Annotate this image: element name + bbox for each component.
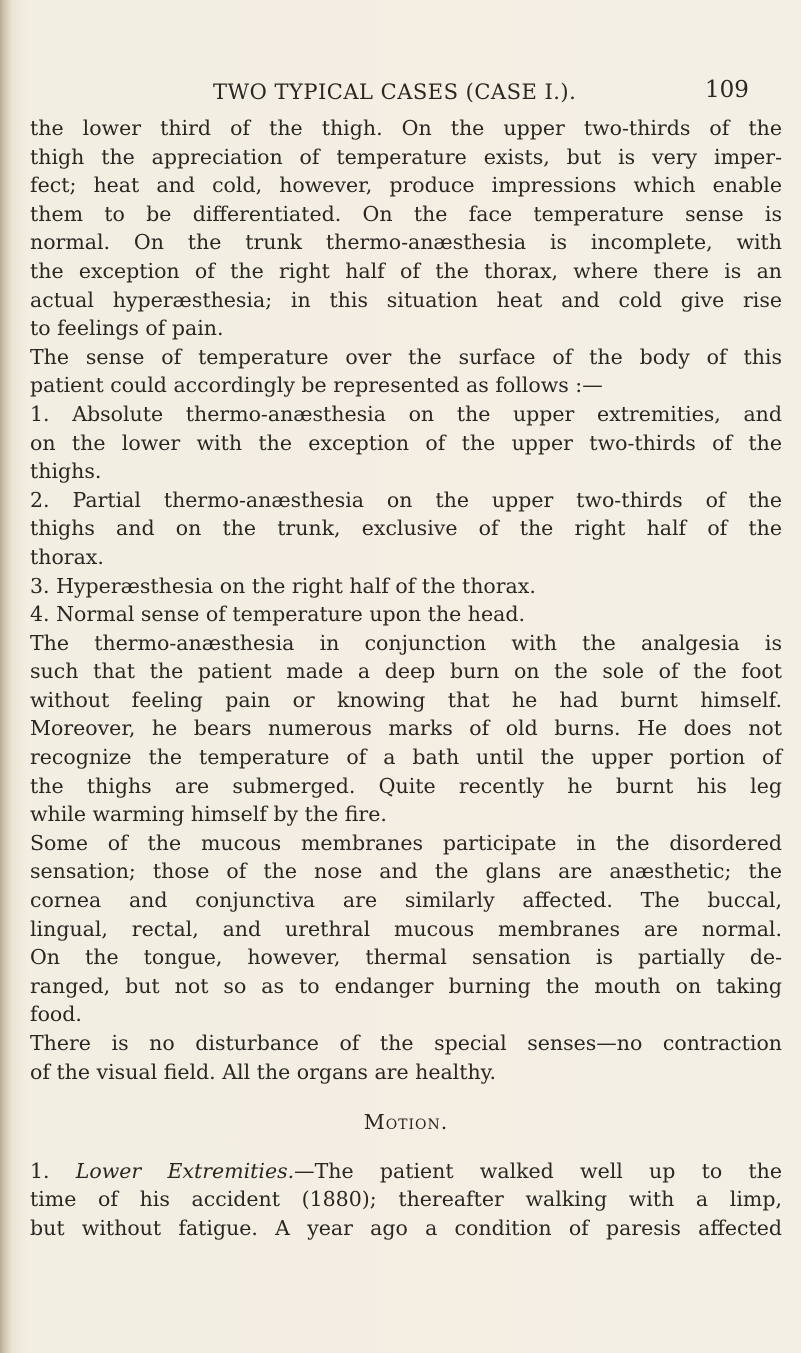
text-line: Moreover, he bears numerous marks of old burns. He does not: [30, 716, 782, 741]
list-item: [30, 572, 782, 601]
paragraph-3: [30, 629, 782, 829]
text-line: The sense of temperature over the surface of the body of this: [30, 344, 782, 369]
temperature-list: [30, 400, 782, 629]
text-line: such that the patient made a deep burn on the sole of the foot: [30, 659, 782, 684]
paragraph-1: [30, 114, 782, 343]
page-binding-shadow: [0, 0, 12, 1353]
item-number: 1.: [30, 1158, 50, 1183]
text-line: thigh the appreciation of temperature exists, but is very imper-: [30, 144, 782, 169]
text-line: fect; heat and cold, however, produce impressions which enable: [30, 173, 782, 198]
paragraph-6: [30, 1157, 782, 1243]
text-line: 2. Partial thermo-anæsthesia on the upper two-thirds of the: [30, 487, 782, 512]
text-line: On the tongue, however, thermal sensation is partially de-: [30, 945, 782, 970]
text-line: 1. Absolute thermo-anæsthesia on the upper extremities, and: [30, 401, 782, 426]
paragraph-5: [30, 1029, 782, 1086]
paragraph-4: [30, 829, 782, 1029]
text-line: patient could accordingly be represented as follows :—: [30, 373, 603, 398]
list-item: [30, 486, 782, 572]
page-number: 109: [705, 77, 749, 103]
text-line: recognize the temperature of a bath until the upper portion of: [30, 745, 782, 770]
running-header: [0, 75, 801, 115]
text-line: There is no disturbance of the special senses—no contraction: [30, 1031, 782, 1055]
text-line: without feeling pain or knowing that he had burnt himself.: [30, 687, 782, 712]
text-line: them to be differentiated. On the face temperature sense is: [30, 201, 782, 226]
text-line: while warming himself by the fire.: [30, 802, 387, 827]
text-line: the lower third of the thigh. On the upper two-thirds of the: [30, 116, 782, 140]
text-line: [30, 1157, 782, 1186]
text-line: ranged, but not so as to endanger burning the mouth on taking: [30, 973, 782, 998]
body-text: [30, 114, 782, 1243]
italic-lead: Lower Extremities.: [75, 1158, 295, 1183]
text-line: but without fatigue. A year ago a condition of paresis affected: [30, 1215, 782, 1240]
text-line: on the lower with the exception of the upper two-thirds of the: [30, 430, 782, 455]
text-line: to feelings of pain.: [30, 316, 224, 341]
text-line: thorax.: [30, 544, 104, 569]
list-item: [30, 400, 782, 486]
text-line: 4. Normal sense of temperature upon the head.: [30, 602, 526, 627]
text-line: of the visual field. All the organs are healthy.: [30, 1059, 497, 1084]
paragraph-2: [30, 343, 782, 400]
text-line: time of his accident (1880); thereafter walking with a limp,: [30, 1187, 782, 1212]
text-line: normal. On the trunk thermo-anæsthesia is incomplete, with: [30, 230, 782, 255]
text-line: The thermo-anæsthesia in conjunction with the analgesia is: [30, 630, 782, 655]
text-line: sensation; those of the nose and the glans are anæsthetic; the: [30, 859, 782, 884]
text-line: actual hyperæsthesia; in this situation heat and cold give rise: [30, 287, 782, 312]
line-rest: —The patient walked well up to the: [294, 1158, 782, 1183]
text-line: the exception of the right half of the thorax, where there is an: [30, 258, 782, 283]
text-line: cornea and conjunctiva are similarly affected. The buccal,: [30, 888, 782, 913]
section-heading: Motion.: [363, 1110, 449, 1135]
text-line: Some of the mucous membranes participate in the disordered: [30, 830, 782, 855]
list-item: [30, 600, 782, 629]
text-line: food.: [30, 1002, 82, 1027]
text-line: 3. Hyperæsthesia on the right half of the thorax.: [30, 573, 536, 598]
running-title: TWO TYPICAL CASES (CASE I.).: [213, 80, 577, 104]
text-line: thighs and on the trunk, exclusive of the right half of the: [30, 516, 782, 541]
text-line: thighs.: [30, 459, 102, 484]
text-line: lingual, rectal, and urethral mucous membranes are normal.: [30, 916, 782, 941]
text-line: the thighs are submerged. Quite recently he burnt his leg: [30, 773, 782, 798]
